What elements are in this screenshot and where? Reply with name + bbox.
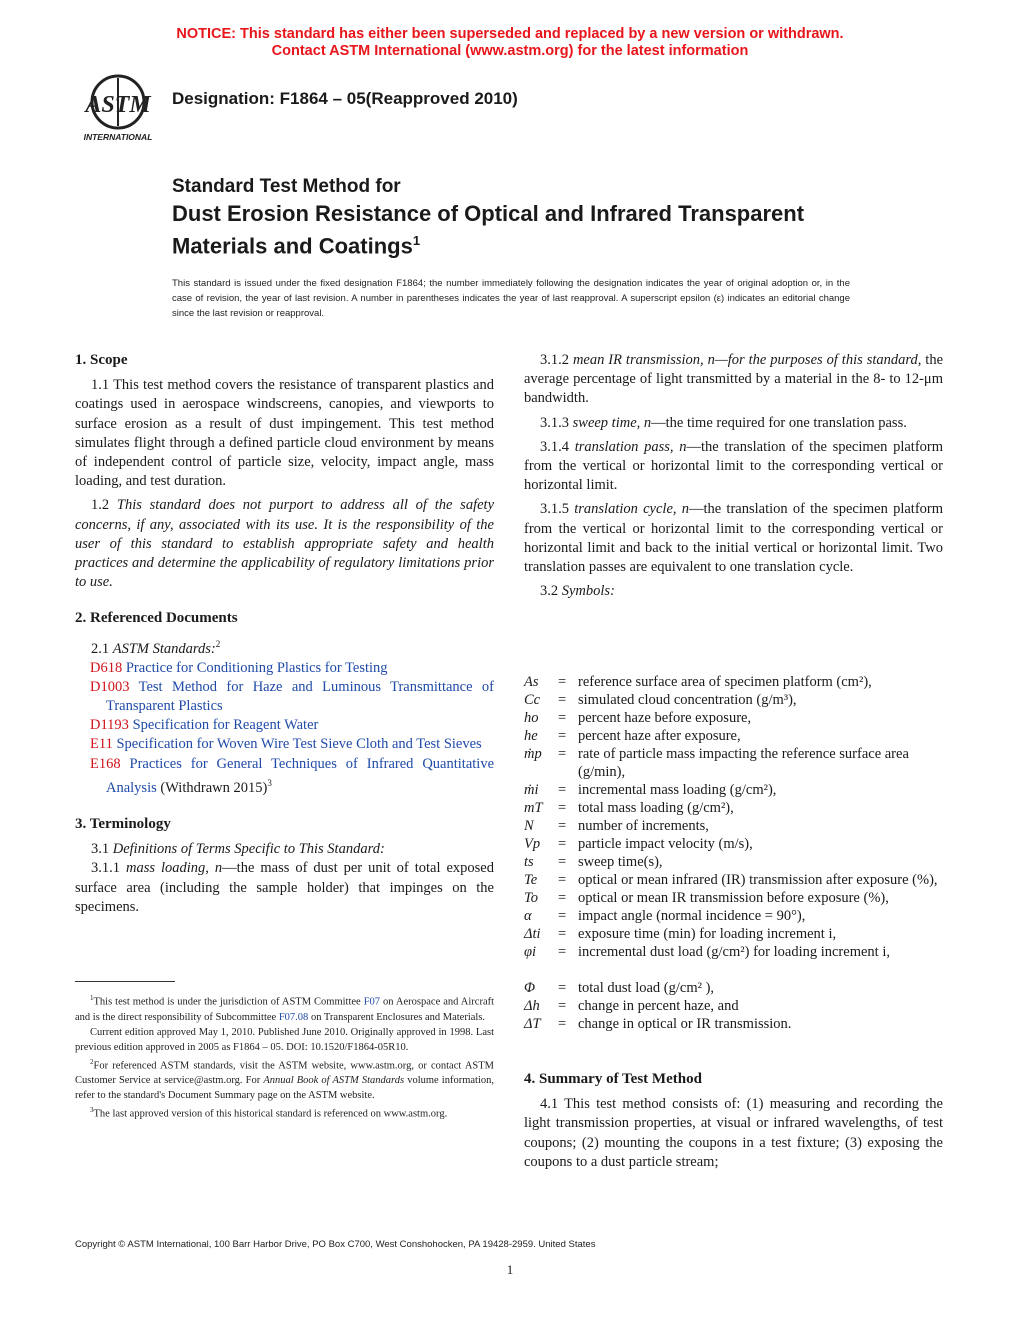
- ref-title[interactable]: Practice for Conditioning Plastics for Testing: [125, 659, 388, 676]
- ref-item[interactable]: [75, 659, 494, 678]
- symbol: ho: [524, 710, 539, 726]
- symbols-sub-num: 3.2: [540, 583, 559, 600]
- symbol-row: [524, 871, 944, 889]
- term-name: translation cycle, n: [574, 501, 689, 518]
- term-translation-cycle: [524, 500, 943, 577]
- footnote-3: $^3$The last approved version of this historical standard is referenced on www.astm.org.: [90, 1106, 448, 1120]
- term-def: —the translation of the specimen platform from the vertical or horizontal limit to the corresponding vertical or horizontal limit.: [524, 438, 944, 494]
- refs-heading: 2. Referenced Documents: [75, 610, 238, 627]
- ref-item[interactable]: [75, 735, 494, 754]
- symbol-row: [524, 1015, 944, 1033]
- refs-sub-num: 2.1: [91, 640, 110, 657]
- footnotes: [75, 991, 494, 1122]
- ref-title[interactable]: Specification for Woven Wire Test Sieve Cloth and Test Sieves: [116, 736, 482, 753]
- ref-code[interactable]: E11: [90, 736, 113, 753]
- ref-code[interactable]: D618: [90, 659, 123, 676]
- ref-title[interactable]: Specification for Reagent Water: [132, 717, 319, 734]
- symbol: Cc: [524, 692, 541, 708]
- ref-item[interactable]: [75, 755, 494, 798]
- equals-sign: =: [558, 782, 567, 798]
- ref-note-sup: 3: [267, 777, 272, 788]
- scope-heading: 1. Scope: [75, 352, 128, 368]
- symbol-row: [524, 889, 944, 907]
- symbol-row: [524, 781, 944, 799]
- symbol-definition: change in percent haze, and: [578, 998, 739, 1014]
- symbol-definition: number of increments,: [578, 818, 709, 834]
- symbol: To: [524, 890, 538, 906]
- scope-para-2-num: 1.2: [91, 497, 110, 514]
- term-name: translation pass, n: [574, 438, 687, 455]
- symbol-definition: percent haze before exposure,: [578, 710, 752, 726]
- symbol: Vp: [524, 836, 541, 852]
- fn1-b: on Aerospace and Aircraft and is the direct responsibility of Subcommittee: [75, 996, 495, 1023]
- terminology-heading: 3. Terminology: [75, 815, 171, 832]
- symbol: N: [524, 818, 534, 834]
- ref-title[interactable]: Test Method for Haze and Luminous Transmittance of Transparent Plastics: [106, 678, 494, 715]
- term-sweep-time: [524, 414, 943, 433]
- fn1-link-f0708[interactable]: F07.08: [278, 1011, 309, 1023]
- symbol-row: [524, 799, 944, 817]
- symbol: ṁp: [524, 746, 542, 762]
- equals-sign: =: [558, 998, 567, 1014]
- term-def: —the translation of the specimen platform from the vertical or horizontal limit to the corresponding vertical or horizontal limit and back to the initial vertical or horizontal limit. Two translation passes are equivalent to one translation cycle.: [524, 501, 944, 576]
- term-name: sweep time, n: [572, 414, 652, 431]
- symbol-definition: simulated cloud concentration (g/m³),: [578, 692, 797, 708]
- withdrawal-notice: [0, 26, 1020, 60]
- equals-sign: =: [558, 908, 567, 924]
- term-num: 3.1.2: [540, 352, 569, 368]
- fn1-a: This test method is under the jurisdiction of ASTM Committee: [93, 996, 361, 1008]
- term-def: the average percentage of light transmitted by a material in the 8- to 12-μm bandwidth.: [524, 352, 944, 407]
- summary-para-1: 4.1 This test method consists of: (1) measuring and recording the light transmission properties, at visual or infrared wavelengths, of test coupons; (2) mounting the coupons in a test fixture; (3) exposing the coupons to a dust particle stream;: [524, 1096, 943, 1170]
- refs-sub: [75, 635, 494, 659]
- equals-sign: =: [558, 836, 567, 852]
- page-number: 1: [506, 1262, 514, 1277]
- symbol: ṁi: [524, 782, 539, 798]
- symbol-definition: sweep time(s),: [578, 854, 663, 870]
- term-def: —the time required for one translation pass.: [651, 414, 907, 431]
- symbol-definition: incremental mass loading (g/cm²),: [578, 782, 777, 798]
- fn1-link-f07[interactable]: F07: [363, 996, 381, 1008]
- title-main: Dust Erosion Resistance of Optical and Infrared Transparent Materials and Coatings: [172, 201, 805, 259]
- term-def: —the mass of dust per unit of total exposed surface area (including the sample holder) that impinges on the specimens.: [75, 860, 494, 915]
- term-num: 3.1.3: [540, 414, 569, 431]
- logo-letters: ASTM: [85, 92, 151, 118]
- symbol: he: [524, 728, 538, 744]
- ref-code[interactable]: D1193: [90, 717, 129, 734]
- symbol-definition: incremental dust load (g/cm²) for loading increment i,: [578, 944, 890, 960]
- fn1-c: on Transparent Enclosures and Materials.: [310, 1011, 486, 1023]
- right-column: [524, 351, 943, 601]
- footnote-2: $^2$For referenced ASTM standards, visit the ASTM website, www.astm.org, or contact ASTM Customer Service at service@astm.org. For Annual Book of ASTM Standards volume information, refer to the standard's Document Summary page on the ASTM website.: [75, 1057, 494, 1101]
- equals-sign: =: [558, 818, 567, 834]
- symbol-definition: change in optical or IR transmission.: [578, 1016, 792, 1032]
- title-line-1: Standard Test Method for: [172, 176, 401, 197]
- scope-para-2-text: This standard does not purport to address all of the safety concerns, if any, associated with its use. It is the responsibility of the user of this standard to establish appropriate safety and health practices and determine the applicability of regulatory limitations prior to use.: [75, 497, 495, 591]
- definitions-sub-num: 3.1: [91, 841, 110, 858]
- refs-sub-sup: 2: [215, 638, 221, 649]
- fn3-text: The last approved version of this historical standard is referenced on www.astm.org.: [93, 1108, 448, 1120]
- ref-note: (Withdrawn 2015): [156, 779, 268, 796]
- equals-sign: =: [558, 854, 567, 870]
- symbol-definition: total dust load (g/cm² ),: [578, 980, 715, 996]
- equals-sign: =: [558, 710, 567, 726]
- symbol-definition: total mass loading (g/cm²),: [578, 800, 734, 816]
- scope-para-1: 1.1 This test method covers the resistance of transparent plastics and coatings used in aerospace windscreens, canopies, and viewports to surface erosion as a result of dust impingement. This test method simulates flight through a defined particle cloud environment by means of independent control of particle size, velocity, impact angle, mass loading, and test duration.: [75, 377, 494, 490]
- symbol-row: [524, 709, 944, 727]
- symbol: φi: [524, 944, 537, 960]
- equals-sign: =: [558, 890, 567, 906]
- footnote-rule: [75, 981, 175, 982]
- left-column: [75, 351, 494, 917]
- definitions-sub: [75, 840, 494, 859]
- symbol-definition: optical or mean infrared (IR) transmission after exposure (%),: [578, 872, 938, 888]
- symbol-row: [524, 853, 944, 871]
- term-mass-loading: [75, 859, 494, 917]
- symbol-row: [524, 925, 944, 943]
- symbol-row: [524, 943, 944, 961]
- symbol-row: [524, 997, 944, 1015]
- symbol-definition: reference surface area of specimen platform (cm²),: [578, 674, 872, 690]
- designation: Designation: F1864 – 05(Reapproved 2010): [172, 89, 518, 108]
- symbol-row: [524, 727, 944, 745]
- ref-code[interactable]: E168: [90, 755, 121, 772]
- term-num: 3.1.4: [540, 438, 569, 455]
- symbols-list: [524, 673, 944, 1033]
- footnote-1: $^1$This test method is under the jurisdiction of ASTM Committee F07 on Aerospace and Aircraft and is the direct responsibility of Subcommittee F07.08 on Transparent Enclosures and Materials.: [75, 994, 495, 1023]
- term-mean-ir: [524, 351, 943, 409]
- symbol-definition: rate of particle mass impacting the reference surface area (g/min),: [578, 746, 909, 780]
- copyright: Copyright © ASTM International, 100 Barr Harbor Drive, PO Box C700, West Conshohocken, PA 19428-2959. United States: [75, 1239, 596, 1250]
- fn2-b: volume information, refer to the standard's Document Summary page on the ASTM website.: [75, 1075, 494, 1101]
- title-line-2: [172, 200, 892, 259]
- symbol-definition: optical or mean IR transmission before exposure (%),: [578, 890, 889, 906]
- ref-item[interactable]: [75, 716, 494, 735]
- term-name: mean IR transmission, n—for the purposes of this standard,: [572, 352, 922, 368]
- summary-heading: 4. Summary of Test Method: [524, 1071, 702, 1087]
- equals-sign: =: [558, 728, 567, 744]
- symbol: As: [524, 674, 539, 690]
- symbol-row: [524, 835, 944, 853]
- equals-sign: =: [558, 944, 567, 960]
- symbol-row: [524, 673, 944, 691]
- astm-logo: [74, 74, 162, 144]
- notice-line-1: NOTICE: This standard has either been superseded and replaced by a new version or withdrawn.: [176, 26, 844, 42]
- ref-title[interactable]: Practices for General Techniques of Infrared Quantitative Analysis: [106, 755, 494, 796]
- equals-sign: =: [558, 692, 567, 708]
- issued-note: This standard is issued under the fixed designation F1864; the number immediately following the designation indicates the year of original adoption or, in the case of revision, the year of last revision. A number in parentheses indicates the year of last reapproval. A superscript epsilon (ε) indicates an editorial change since the last revision or reapproval.: [172, 278, 850, 319]
- scope-para-2: [75, 496, 494, 592]
- symbol-definition: impact angle (normal incidence = 90°),: [578, 908, 806, 924]
- symbol-row: [524, 979, 944, 997]
- equals-sign: =: [558, 926, 567, 942]
- symbol: mT: [524, 800, 543, 816]
- refs-sub-text: ASTM Standards:: [112, 640, 216, 657]
- equals-sign: =: [558, 980, 567, 996]
- symbol-row: [524, 745, 944, 781]
- symbol-row: [524, 691, 944, 709]
- symbol: Φ: [524, 980, 536, 996]
- symbol: ts: [524, 854, 534, 870]
- symbol-row: [524, 907, 944, 925]
- symbol-definition: exposure time (min) for loading increment i,: [578, 926, 837, 942]
- definitions-sub-text: Definitions of Terms Specific to This Standard:: [112, 841, 385, 858]
- equals-sign: =: [558, 800, 567, 816]
- symbol: Te: [524, 872, 538, 888]
- symbol: ΔT: [524, 1016, 541, 1032]
- term-num: 3.1.5: [540, 501, 569, 518]
- symbol: Δh: [524, 998, 540, 1014]
- logo-caption: INTERNATIONAL: [83, 132, 153, 142]
- ref-code[interactable]: D1003: [90, 678, 130, 695]
- fn2-italic: Annual Book of ASTM Standards: [263, 1075, 405, 1086]
- term-name: mass loading, n: [126, 860, 223, 877]
- symbol: α: [524, 908, 532, 924]
- summary-section: [524, 1070, 943, 1172]
- equals-sign: =: [558, 872, 567, 888]
- fn2-a: For referenced ASTM standards, visit the ASTM website, www.astm.org, or contact ASTM Customer Service at service@astm.org. For: [75, 1060, 494, 1086]
- term-translation-pass: [524, 438, 943, 496]
- title-footnote-mark: 1: [412, 233, 421, 248]
- symbol-row: [524, 817, 944, 835]
- symbols-sub: [524, 582, 943, 601]
- equals-sign: =: [558, 746, 567, 762]
- ref-item[interactable]: [75, 678, 494, 716]
- footnote-1-edition: Current edition approved May 1, 2010. Published June 2010. Originally approved in 1998. Last previous edition approved in 2005 as F1864 – 05. DOI: 10.1520/F1864-05R10.: [75, 1026, 494, 1053]
- term-num: 3.1.1: [91, 860, 120, 877]
- symbol-definition: particle impact velocity (m/s),: [578, 836, 753, 852]
- symbol-definition: percent haze after exposure,: [578, 728, 741, 744]
- astm-logo-icon: [74, 74, 162, 144]
- equals-sign: =: [558, 674, 567, 690]
- symbol: Δti: [524, 926, 541, 942]
- equals-sign: =: [558, 1016, 567, 1032]
- symbols-sub-text: Symbols:: [561, 583, 615, 600]
- notice-line-2: Contact ASTM International (www.astm.org) for the latest information: [271, 43, 749, 59]
